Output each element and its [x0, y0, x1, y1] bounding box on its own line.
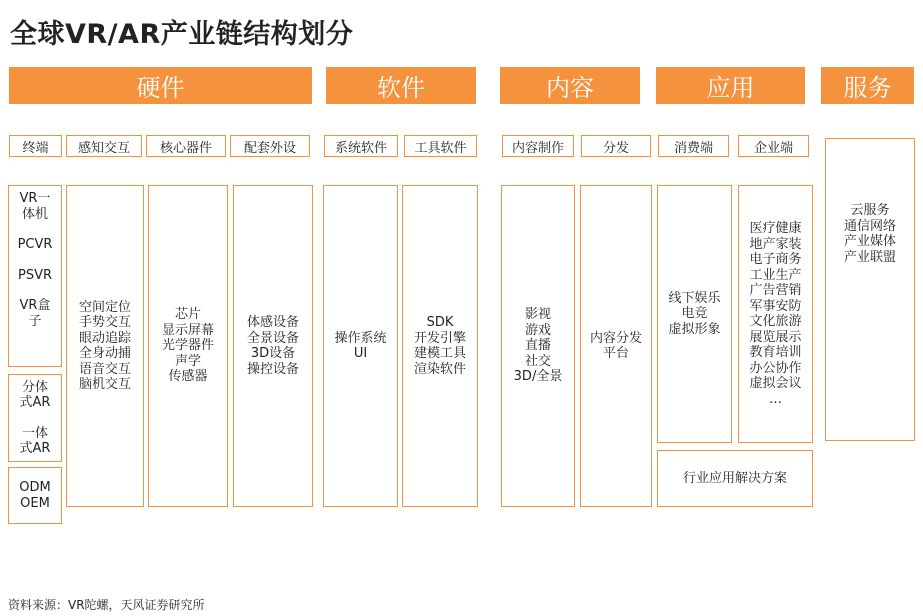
terminal-oem-item: ODM [19, 480, 51, 495]
box-distribution [580, 185, 652, 507]
distribution-item: 平台 [602, 346, 629, 361]
tool-item: SDK [426, 315, 454, 330]
box-service [825, 138, 915, 441]
perception-item: 空间定位 [78, 299, 131, 315]
service-item: 产业联盟 [843, 249, 896, 265]
sub-terminal: 终端 [9, 135, 62, 157]
core-item: 光学器件 [161, 338, 214, 354]
enterprise-item: 文化旅游 [749, 314, 802, 329]
box-perception [66, 185, 144, 507]
category-software: 软件 [326, 67, 476, 104]
enterprise-item: 展览展示 [749, 329, 802, 345]
core-item: 声学 [174, 353, 201, 369]
tool-item: 渲染软件 [413, 361, 466, 377]
consumer-item: 线下娱乐 [668, 290, 721, 306]
service-item: 云服务 [850, 203, 890, 218]
box-content-production [501, 185, 575, 507]
enterprise-item: … [769, 391, 782, 407]
enterprise-item: 办公协作 [749, 360, 802, 376]
tool-item: 开发引擎 [413, 330, 466, 346]
box-terminal-vr [8, 185, 62, 367]
category-content: 内容 [500, 67, 640, 104]
enterprise-item: 教育培训 [749, 345, 802, 360]
perception-item: 眼动追踪 [78, 330, 131, 346]
enterprise-item: 军事安防 [749, 298, 802, 314]
sub-enterprise: 企业端 [738, 135, 809, 157]
sub-distribution: 分发 [581, 135, 651, 157]
perception-item: 语音交互 [78, 361, 131, 377]
page-title: 全球VR/AR产业链结构划分 [10, 19, 354, 50]
box-peripherals [233, 185, 313, 507]
peripheral-item: 体感设备 [246, 315, 299, 330]
enterprise-item: 工业生产 [749, 267, 802, 283]
enterprise-item: 医疗健康 [749, 221, 802, 236]
tool-item: 建模工具 [413, 346, 466, 361]
perception-item: 脑机交互 [78, 377, 131, 392]
content-item: 直播 [524, 338, 551, 354]
box-system-software [323, 185, 398, 507]
sub-tool-software: 工具软件 [404, 135, 477, 157]
peripheral-item: 3D设备 [250, 346, 296, 361]
enterprise-item: 广告营销 [749, 283, 802, 298]
peripheral-item: 全景设备 [246, 330, 299, 346]
enterprise-item: 地产家装 [749, 236, 802, 252]
terminal-oem-item: OEM [20, 495, 50, 511]
terminal-vr-item: VR盒 子 [19, 298, 51, 329]
terminal-ar-item: 分体 式AR [19, 379, 51, 410]
box-terminal-ar [8, 374, 62, 462]
box-enterprise [738, 185, 813, 443]
source-note: 资料来源：VR陀螺，天风证券研究所 [8, 598, 205, 612]
consumer-item: 虚拟形象 [668, 321, 721, 337]
system-item: UI [353, 346, 368, 361]
terminal-vr-item: PSVR [17, 267, 53, 283]
sub-perception: 感知交互 [66, 135, 142, 157]
perception-item: 全身动捕 [78, 346, 131, 361]
sub-content-production: 内容制作 [502, 135, 574, 157]
sub-consumer: 消费端 [658, 135, 729, 157]
service-item: 产业媒体 [843, 234, 896, 249]
sub-system-software: 系统软件 [324, 135, 398, 157]
category-application: 应用 [656, 67, 805, 104]
content-item: 游戏 [524, 322, 551, 338]
box-industry-solution [657, 450, 813, 507]
core-item: 传感器 [168, 369, 208, 385]
core-item: 显示屏幕 [161, 322, 214, 338]
box-tool-software [402, 185, 478, 507]
system-item: 操作系统 [334, 330, 387, 346]
category-hardware: 硬件 [9, 67, 312, 104]
consumer-item: 电竞 [681, 306, 708, 322]
perception-item: 手势交互 [78, 315, 131, 330]
box-consumer [657, 185, 732, 443]
box-core [148, 185, 228, 507]
service-item: 通信网络 [843, 218, 896, 234]
content-item: 3D/全景 [513, 369, 563, 385]
core-item: 芯片 [174, 307, 201, 323]
content-item: 社交 [524, 353, 551, 369]
content-item: 影视 [524, 307, 551, 323]
sub-peripherals: 配套外设 [230, 135, 310, 157]
sub-core: 核心器件 [146, 135, 226, 157]
box-terminal-oem [8, 467, 62, 524]
terminal-ar-item: 一体 式AR [19, 425, 51, 456]
distribution-item: 内容分发 [589, 330, 642, 346]
peripheral-item: 操控设备 [246, 361, 299, 377]
enterprise-item: 虚拟会议 [749, 376, 802, 391]
terminal-vr-item: PCVR [17, 237, 53, 252]
enterprise-item: 电子商务 [749, 252, 802, 267]
category-service: 服务 [821, 67, 914, 104]
industry-solution-label: 行业应用解决方案 [682, 470, 787, 486]
terminal-vr-item: VR一 体机 [19, 191, 51, 222]
